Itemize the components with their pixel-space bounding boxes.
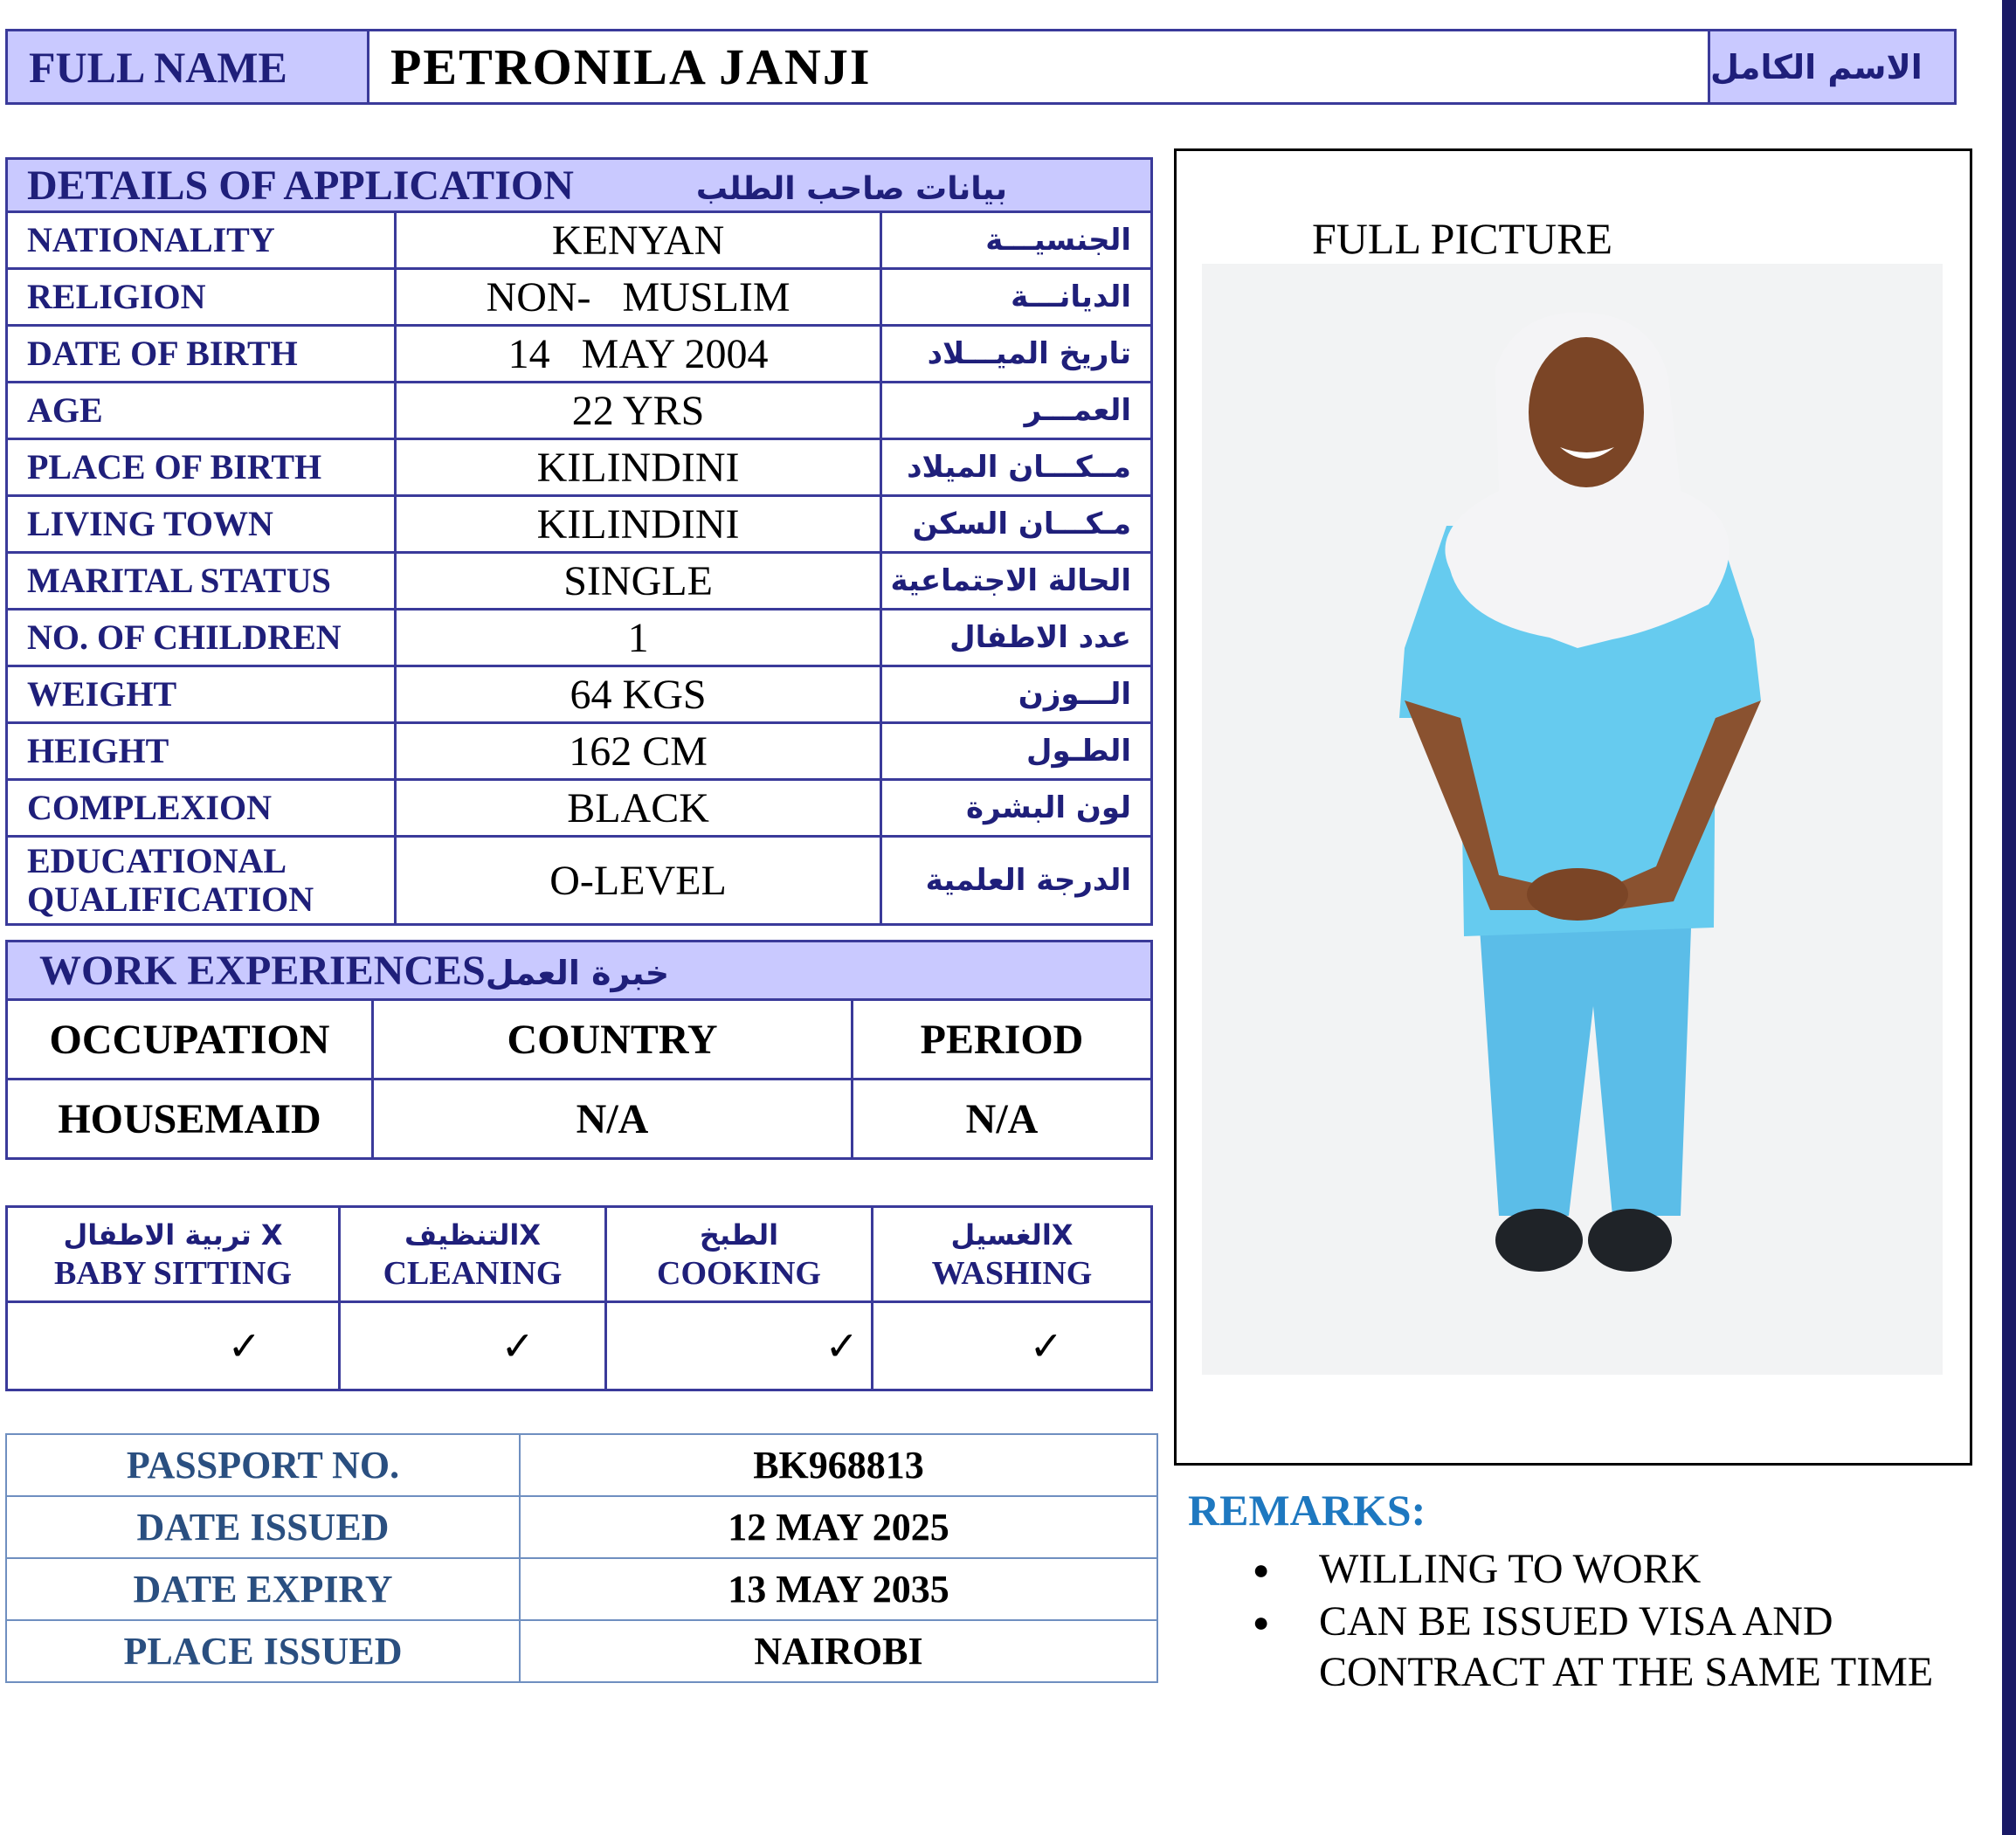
work-occupation: HOUSEMAID bbox=[7, 1080, 373, 1159]
table-row bbox=[6, 1620, 1157, 1682]
full-name-value: PETRONILA JANJI bbox=[390, 38, 872, 95]
passport-label: DATE ISSUED bbox=[6, 1496, 520, 1558]
skill-label: BABY SITTING bbox=[53, 1255, 293, 1292]
details-title-ar: بيانات صاحب الطلب bbox=[695, 170, 1007, 207]
table-row bbox=[6, 1558, 1157, 1620]
row-value: KENYAN bbox=[395, 212, 880, 269]
row-label-ar: مـكـــان السكن bbox=[881, 496, 1152, 553]
work-header bbox=[7, 942, 1152, 1000]
table-row bbox=[7, 269, 1152, 326]
table-row bbox=[7, 723, 1152, 780]
row-label-ar: الجنسيـــة bbox=[881, 212, 1152, 269]
passport-value: NAIROBI bbox=[520, 1620, 1157, 1682]
row-label: HEIGHT bbox=[7, 723, 396, 780]
row-label: DATE OF BIRTH bbox=[7, 326, 396, 383]
list-item: ● CAN BE ISSUED VISA AND CONTRACT AT THE SAME TIME bbox=[1240, 1597, 2009, 1698]
skill-label: COOKING bbox=[657, 1255, 821, 1292]
table-row bbox=[7, 326, 1152, 383]
table-row bbox=[7, 780, 1152, 837]
row-value: 162 CM bbox=[395, 723, 880, 780]
row-label: RELIGION bbox=[7, 269, 396, 326]
row-value: SINGLE bbox=[395, 553, 880, 610]
work-title-ar: خبرة العمل bbox=[485, 953, 670, 992]
column-header-period: PERIOD bbox=[853, 1000, 1152, 1080]
list-item: ● WILLING TO WORK bbox=[1240, 1544, 2009, 1595]
skill-label-ar: Xالتنظيف bbox=[404, 1218, 542, 1252]
row-label-ar: مــكـــان الميلاد bbox=[881, 439, 1152, 496]
row-value: 22 YRS bbox=[395, 383, 880, 439]
row-value: NON- MUSLIM bbox=[395, 269, 880, 326]
row-label-ar: الحالة الاجتماعية bbox=[881, 553, 1152, 610]
table-row bbox=[7, 496, 1152, 553]
row-label: MARITAL STATUS bbox=[7, 553, 396, 610]
row-label: NO. OF CHILDREN bbox=[7, 610, 396, 666]
row-label-ar: الديانـــة bbox=[881, 269, 1152, 326]
skill-baby-sitting bbox=[7, 1207, 340, 1302]
skill-label-ar: X تربية الاطفال bbox=[63, 1218, 283, 1252]
person-illustration bbox=[1202, 264, 1943, 1375]
passport-value: 12 MAY 2025 bbox=[520, 1496, 1157, 1558]
table-row bbox=[7, 383, 1152, 439]
details-header bbox=[7, 159, 1152, 212]
table-row bbox=[7, 439, 1152, 496]
column-header-occupation: OCCUPATION bbox=[7, 1000, 373, 1080]
skill-label-ar: Xالغسيل bbox=[950, 1218, 1074, 1252]
row-label: LIVING TOWN bbox=[7, 496, 396, 553]
row-label-ar: لون البشرة bbox=[881, 780, 1152, 837]
row-value: BLACK bbox=[395, 780, 880, 837]
row-label: AGE bbox=[7, 383, 396, 439]
full-body-photo bbox=[1202, 264, 1943, 1375]
row-label: WEIGHT bbox=[7, 666, 396, 723]
full-name-label-ar: الاسم الكامل bbox=[1708, 31, 1954, 102]
details-title: DETAILS OF APPLICATION bbox=[27, 162, 574, 209]
work-period: N/A bbox=[853, 1080, 1152, 1159]
passport-label: PLACE ISSUED bbox=[6, 1620, 520, 1682]
work-country: N/A bbox=[373, 1080, 853, 1159]
passport-label: DATE EXPIRY bbox=[6, 1558, 520, 1620]
row-label-ar: العمـــر bbox=[881, 383, 1152, 439]
full-name-label: FULL NAME bbox=[8, 31, 369, 102]
details-table bbox=[5, 157, 1153, 926]
table-row bbox=[7, 1080, 1152, 1159]
row-label: EDUCATIONAL QUALIFICATION bbox=[7, 837, 396, 925]
skill-washing bbox=[873, 1207, 1152, 1302]
table-row bbox=[6, 1434, 1157, 1496]
row-label-ar: الطـول bbox=[881, 723, 1152, 780]
remarks-title: REMARKS: bbox=[1188, 1486, 1426, 1535]
row-label-ar: تاريخ الميـــلاد bbox=[881, 326, 1152, 383]
full-name-bar bbox=[5, 29, 1957, 105]
passport-table bbox=[5, 1433, 1158, 1683]
table-row bbox=[7, 666, 1152, 723]
skills-table bbox=[5, 1205, 1153, 1391]
column-header-country: COUNTRY bbox=[373, 1000, 853, 1080]
check-icon: ✓ bbox=[340, 1302, 606, 1390]
passport-value: BK968813 bbox=[520, 1434, 1157, 1496]
skill-cleaning bbox=[340, 1207, 606, 1302]
table-row bbox=[6, 1496, 1157, 1558]
row-label-ar: عدد الاطفال bbox=[881, 610, 1152, 666]
check-icon: ✓ bbox=[7, 1302, 340, 1390]
passport-label: PASSPORT NO. bbox=[6, 1434, 520, 1496]
row-value: KILINDINI bbox=[395, 439, 880, 496]
skill-label: CLEANING bbox=[383, 1255, 563, 1292]
row-value: 1 bbox=[395, 610, 880, 666]
row-value: 64 KGS bbox=[395, 666, 880, 723]
work-experience-table bbox=[5, 940, 1153, 1160]
skill-label-ar: الطبخ bbox=[699, 1218, 779, 1252]
check-icon: ✓ bbox=[873, 1302, 1152, 1390]
row-label-ar: الـــوزن bbox=[881, 666, 1152, 723]
skill-cooking bbox=[606, 1207, 873, 1302]
remarks-list bbox=[1240, 1544, 2009, 1700]
table-row bbox=[7, 212, 1152, 269]
passport-value: 13 MAY 2035 bbox=[520, 1558, 1157, 1620]
check-icon: ✓ bbox=[606, 1302, 873, 1390]
work-title: WORK EXPERIENCES bbox=[39, 947, 486, 994]
photo-title: FULL PICTURE bbox=[1312, 214, 1612, 263]
row-label-ar: الدرجة العلمية bbox=[881, 837, 1152, 925]
skill-label: WASHING bbox=[931, 1255, 1093, 1292]
row-label: COMPLEXION bbox=[7, 780, 396, 837]
work-column-headers bbox=[7, 1000, 1152, 1080]
table-row bbox=[7, 553, 1152, 610]
table-row bbox=[7, 837, 1152, 925]
skills-header bbox=[7, 1207, 1152, 1302]
row-value: KILINDINI bbox=[395, 496, 880, 553]
skills-checks bbox=[7, 1302, 1152, 1390]
row-label: NATIONALITY bbox=[7, 212, 396, 269]
row-value: 14 MAY 2004 bbox=[395, 326, 880, 383]
table-row bbox=[7, 610, 1152, 666]
row-value: O-LEVEL bbox=[395, 837, 880, 925]
row-label: PLACE OF BIRTH bbox=[7, 439, 396, 496]
